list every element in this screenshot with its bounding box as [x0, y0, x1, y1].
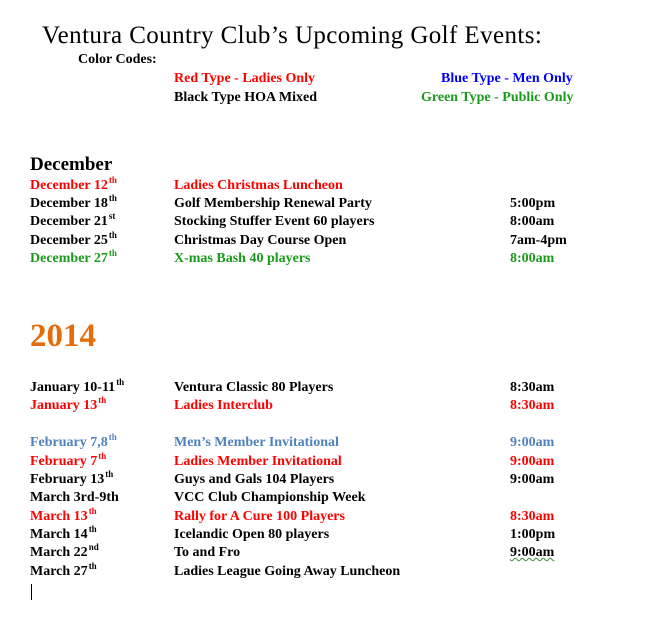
event-date [30, 561, 97, 580]
event-date-text: February 7,8 [30, 435, 108, 450]
event-date [30, 542, 99, 561]
event-name: VCC Club Championship Week [174, 490, 366, 505]
legend-black: Black Type HOA Mixed [174, 90, 317, 105]
event-date-text: December 27 [30, 251, 108, 266]
text-cursor [31, 584, 32, 600]
event-date-text: December 25 [30, 233, 108, 248]
event-date [30, 193, 117, 212]
event-date [30, 211, 116, 230]
section-heading-december: December [30, 154, 113, 175]
event-name: Christmas Day Course Open [174, 233, 347, 248]
event-date-text: March 13 [30, 509, 88, 524]
event-date-suffix: th [98, 395, 107, 405]
event-time: 8:30am [510, 398, 555, 413]
event-date [30, 248, 117, 267]
event-date-text: March 22 [30, 545, 88, 560]
event-row [0, 490, 648, 508]
event-name: Ladies Interclub [174, 398, 273, 413]
event-date [30, 230, 117, 249]
event-date-suffix: th [88, 506, 97, 516]
color-codes-label: Color Codes: [78, 52, 157, 67]
event-date-text: January 13 [30, 398, 98, 413]
event-row [0, 395, 648, 416]
event-name: To and Fro [174, 545, 241, 560]
event-name: X-mas Bash 40 players [174, 251, 311, 266]
event-date-suffix: th [108, 175, 117, 185]
event-date-suffix: th [108, 432, 117, 442]
event-date-text: December 18 [30, 196, 108, 211]
event-row [0, 542, 648, 563]
event-date-suffix: th [98, 451, 107, 461]
event-date-text: January 10-11 [30, 380, 116, 395]
event-time: 9:00am [510, 454, 555, 469]
event-name: Stocking Stuffer Event 60 players [174, 214, 375, 229]
event-name: Ventura Classic 80 Players [174, 380, 334, 395]
event-date [30, 469, 114, 488]
event-date-text: December 12 [30, 178, 108, 193]
event-name: Rally for A Cure 100 Players [174, 509, 345, 524]
event-name: Ladies Member Invitational [174, 454, 342, 469]
event-name: Ladies League Going Away Luncheon [174, 564, 401, 579]
event-time: 9:00am [510, 545, 555, 560]
event-date-suffix: th [88, 561, 97, 571]
section-heading-year: 2014 [30, 318, 96, 354]
event-time: 9:00am [510, 435, 555, 450]
event-row [0, 248, 648, 269]
event-date [30, 175, 117, 194]
event-time: 1:00pm [510, 527, 556, 542]
event-date-suffix: th [108, 230, 117, 240]
event-name: Golf Membership Renewal Party [174, 196, 372, 211]
event-date [30, 377, 125, 396]
event-row [0, 451, 648, 472]
event-date-suffix: th [105, 469, 114, 479]
event-date-suffix: th [108, 248, 117, 258]
event-name: Men’s Member Invitational [174, 435, 339, 450]
event-date-suffix: th [88, 524, 97, 534]
event-date-text: March 27 [30, 564, 88, 579]
event-date [30, 506, 97, 525]
event-row [0, 506, 648, 527]
event-date-text: December 21 [30, 214, 108, 229]
page-title: Ventura Country Club’s Upcoming Golf Events: [42, 22, 543, 49]
event-date-suffix: th [116, 377, 125, 387]
event-time: 9:00am [510, 472, 555, 487]
event-date [30, 524, 97, 543]
event-date [30, 451, 107, 470]
event-date-text: February 13 [30, 472, 105, 487]
event-time: 8:00am [510, 214, 555, 229]
event-name: Icelandic Open 80 players [174, 527, 330, 542]
event-date [30, 490, 119, 506]
event-row [0, 211, 648, 232]
event-time: 8:00am [510, 251, 555, 266]
event-time: 8:30am [510, 380, 555, 395]
event-row [0, 193, 648, 214]
legend-red: Red Type - Ladies Only [174, 71, 316, 86]
event-row [0, 561, 648, 582]
event-time: 7am-4pm [510, 233, 567, 248]
event-date [30, 432, 117, 451]
event-name: Ladies Christmas Luncheon [174, 178, 343, 193]
event-date-text: March 3rd-9th [30, 490, 119, 505]
event-row [0, 469, 648, 490]
event-date [30, 395, 107, 414]
legend-green: Green Type - Public Only [421, 90, 574, 105]
legend-blue: Blue Type - Men Only [441, 71, 573, 86]
event-date-suffix: st [108, 211, 116, 221]
event-row [0, 230, 648, 251]
event-date-suffix: nd [88, 542, 99, 552]
event-time: 8:30am [510, 509, 555, 524]
event-date-suffix: th [108, 193, 117, 203]
event-name: Guys and Gals 104 Players [174, 472, 335, 487]
event-date-text: February 7 [30, 454, 98, 469]
event-date-text: March 14 [30, 527, 88, 542]
event-time: 5:00pm [510, 196, 556, 211]
event-row [0, 175, 648, 196]
